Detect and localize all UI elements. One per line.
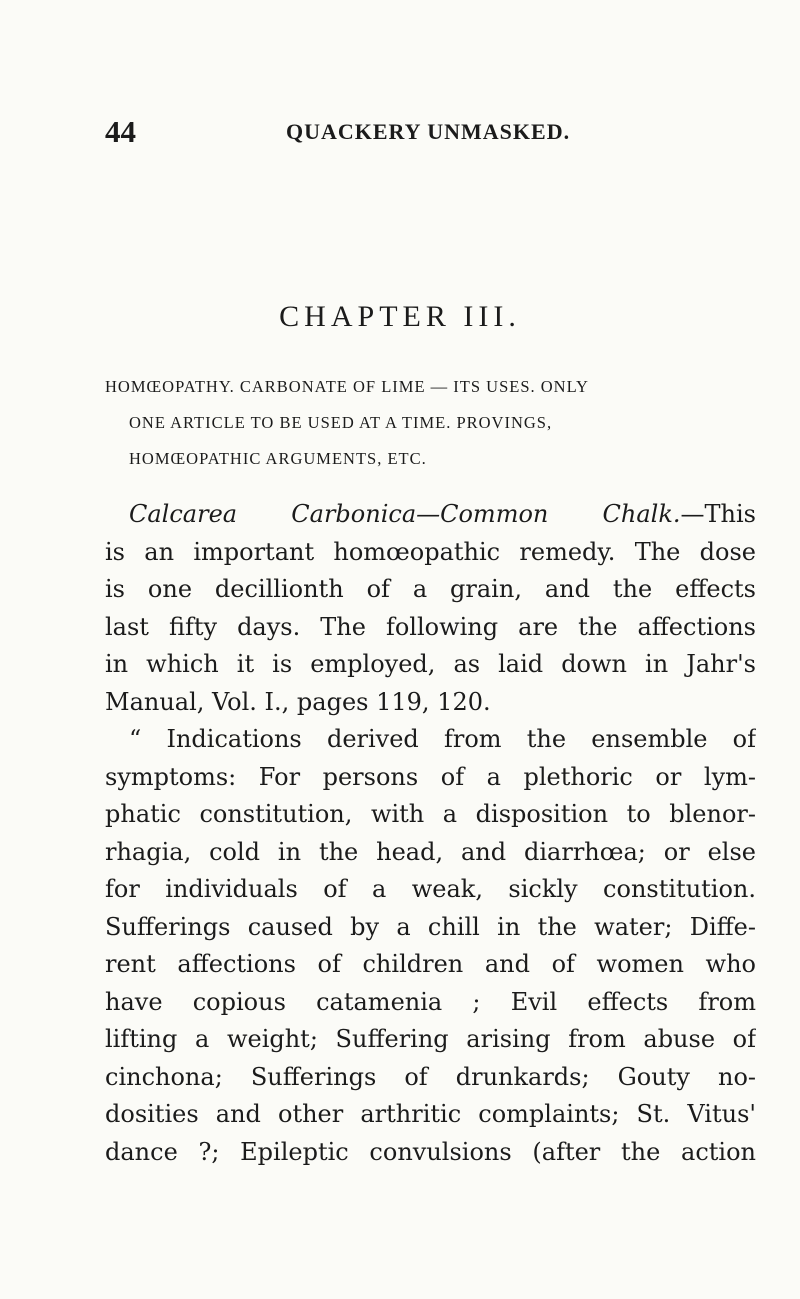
text-line: dosities and other arthritic complaints; St. Vitus' <box>105 1100 756 1128</box>
text-line: rent affections of children and of women who <box>105 950 756 978</box>
heading-rest: —This <box>680 500 756 528</box>
running-head <box>0 114 800 154</box>
text-line: Sufferings caused by a chill in the water; Diffe- <box>105 912 756 941</box>
section-heading: Calcarea Carbonica—Common Chalk. <box>129 500 681 528</box>
chapter-synopsis <box>105 369 755 477</box>
text-line: for individuals of a weak, sickly constitution. <box>105 875 756 903</box>
text-line: phatic constitution, with a disposition to blenor- <box>105 800 756 828</box>
text-line: “ Indications derived from the ensemble of <box>129 725 756 753</box>
text-line: rhagia, cold in the head, and diarrhœa; or else <box>105 837 756 866</box>
text-line: lifting a weight; Suffering arising from abuse of <box>105 1025 756 1053</box>
synopsis-line: HOMŒOPATHIC ARGUMENTS, ETC. <box>129 449 427 468</box>
page-number: 44 <box>105 114 136 149</box>
body-text <box>105 496 756 1171</box>
text-line: is one decillionth of a grain, and the effects <box>105 575 756 603</box>
running-title: QUACKERY UNMASKED. <box>286 119 571 144</box>
text-line: cinchona; Sufferings of drunkards; Gouty no- <box>105 1062 756 1091</box>
text-line <box>105 496 756 534</box>
text-line: last fifty days. The following are the affections <box>105 612 756 641</box>
synopsis-line: HOMŒOPATHY. CARBONATE OF LIME — ITS USES. ONLY <box>105 377 589 396</box>
synopsis-line: ONE ARTICLE TO BE USED AT A TIME. PROVINGS, <box>129 413 553 432</box>
text-line: dance ?; Epileptic convulsions (after the action <box>105 1137 756 1166</box>
text-line: have copious catamenia ; Evil effects from <box>105 987 756 1016</box>
text-line: symptoms: For persons of a plethoric or lym- <box>105 762 756 791</box>
text-line: Manual, Vol. I., pages 119, 120. <box>105 687 491 716</box>
chapter-title: CHAPTER III. <box>279 300 521 333</box>
text-line: in which it is employed, as laid down in Jahr's <box>105 650 756 678</box>
text-line: is an important homœopathic remedy. The dose <box>105 537 756 566</box>
